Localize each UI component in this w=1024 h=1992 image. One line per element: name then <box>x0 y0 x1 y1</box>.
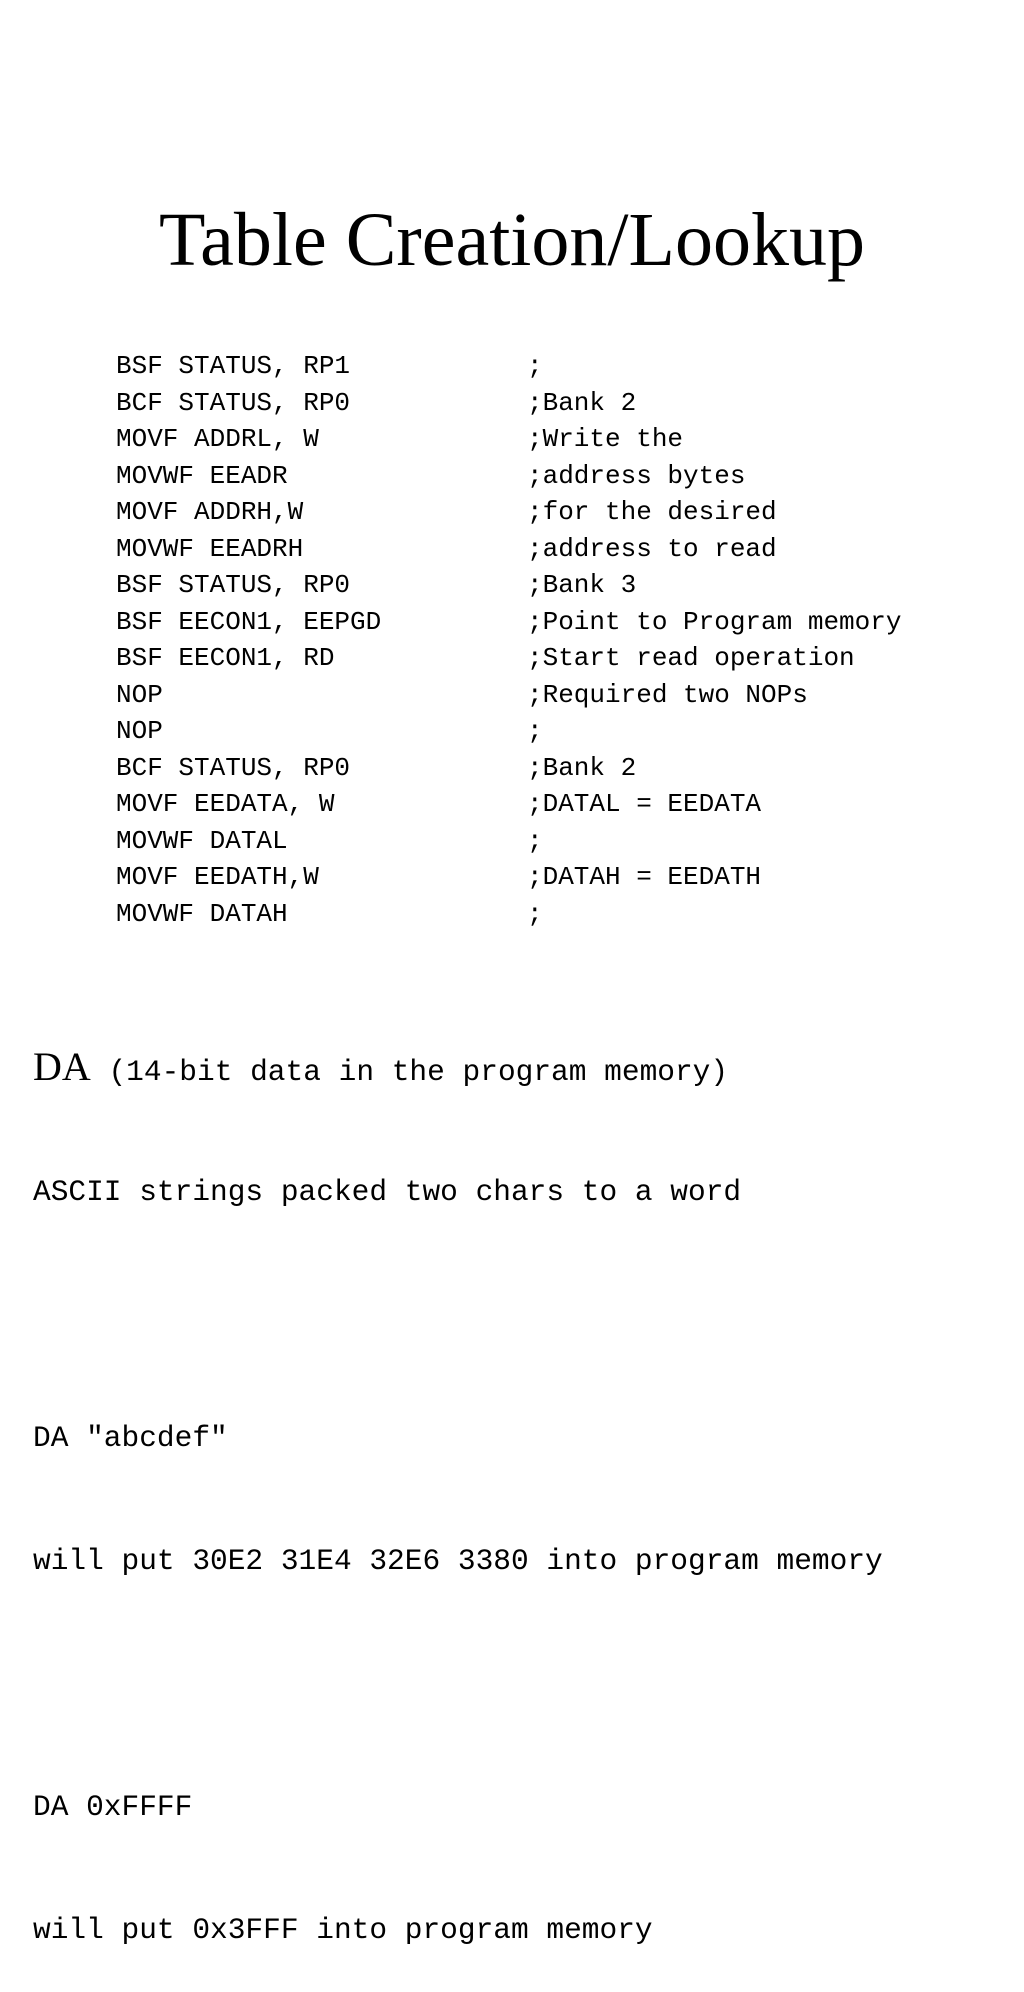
code-listing <box>116 348 901 932</box>
code-line <box>116 677 901 714</box>
code-comment: ;Bank 3 <box>527 570 637 600</box>
example-1-result: will put 30E2 31E4 32E6 3380 into program memory <box>33 1544 883 1578</box>
code-comment: ;Write the <box>527 424 684 454</box>
da-description: (14-bit data in the program memory) <box>90 1055 729 1089</box>
code-instruction: MOVWF DATAH <box>116 898 288 929</box>
code-instruction: NOP <box>116 716 163 746</box>
code-instruction: MOVWF EEADR <box>116 460 288 491</box>
code-line <box>116 348 901 385</box>
code-line <box>116 640 901 677</box>
code-instruction: MOVF ADDRL, W <box>116 424 319 454</box>
code-line <box>116 385 901 422</box>
da-heading <box>33 1044 883 1090</box>
code-line <box>116 750 901 787</box>
code-line <box>116 567 901 604</box>
code-line <box>116 823 901 860</box>
code-comment: ;for the desired <box>527 497 777 527</box>
code-comment: ;DATAH = EEDATH <box>527 862 762 892</box>
code-line <box>116 713 901 750</box>
code-instruction: BCF STATUS, RP0 <box>116 752 351 783</box>
example-1-code: DA "abcdef" <box>33 1421 228 1455</box>
code-line <box>116 458 901 495</box>
da-keyword: DA <box>33 1044 91 1089</box>
code-comment: ; <box>527 351 543 381</box>
code-instruction: BSF STATUS, RP0 <box>116 570 351 600</box>
example-2-result: will put 0x3FFF into program memory <box>33 1913 653 1947</box>
code-comment: ;Required two NOPs <box>527 679 808 710</box>
code-comment: ;DATAL = EEDATA <box>527 789 762 819</box>
code-comment: ;address to read <box>527 533 777 564</box>
code-line <box>116 896 901 933</box>
code-comment: ;address bytes <box>527 460 746 491</box>
code-comment: ;Bank 2 <box>527 752 637 783</box>
code-comment: ; <box>527 716 543 746</box>
code-comment: ; <box>527 825 543 856</box>
code-instruction: BSF EECON1, EEPGD <box>116 606 382 637</box>
code-comment: ;Point to Program memory <box>527 606 902 637</box>
da-explanation: ASCII strings packed two chars to a word <box>33 1175 742 1209</box>
code-instruction: MOVF ADDRH,W <box>116 497 304 527</box>
blank-line <box>33 1664 883 1705</box>
code-instruction: MOVF EEDATA, W <box>116 789 335 819</box>
code-line <box>116 604 901 641</box>
blank-line <box>33 1295 883 1336</box>
code-instruction: MOVF EEDATH,W <box>116 862 319 892</box>
code-comment: ; <box>527 898 543 929</box>
code-line <box>116 859 901 896</box>
code-instruction: BSF EECON1, RD <box>116 643 335 673</box>
code-line <box>116 786 901 823</box>
slide-title: Table Creation/Lookup <box>159 198 865 282</box>
code-instruction: NOP <box>116 679 163 710</box>
code-instruction: BCF STATUS, RP0 <box>116 387 351 418</box>
code-comment: ;Bank 2 <box>527 387 637 418</box>
da-notes <box>33 962 883 1992</box>
code-comment: ;Start read operation <box>527 643 855 673</box>
code-line <box>116 531 901 568</box>
example-2-code: DA 0xFFFF <box>33 1790 193 1824</box>
code-line <box>116 494 901 531</box>
code-line <box>116 421 901 458</box>
code-instruction: MOVWF EEADRH <box>116 533 304 564</box>
code-instruction: MOVWF DATAL <box>116 825 288 856</box>
code-instruction: BSF STATUS, RP1 <box>116 351 351 381</box>
